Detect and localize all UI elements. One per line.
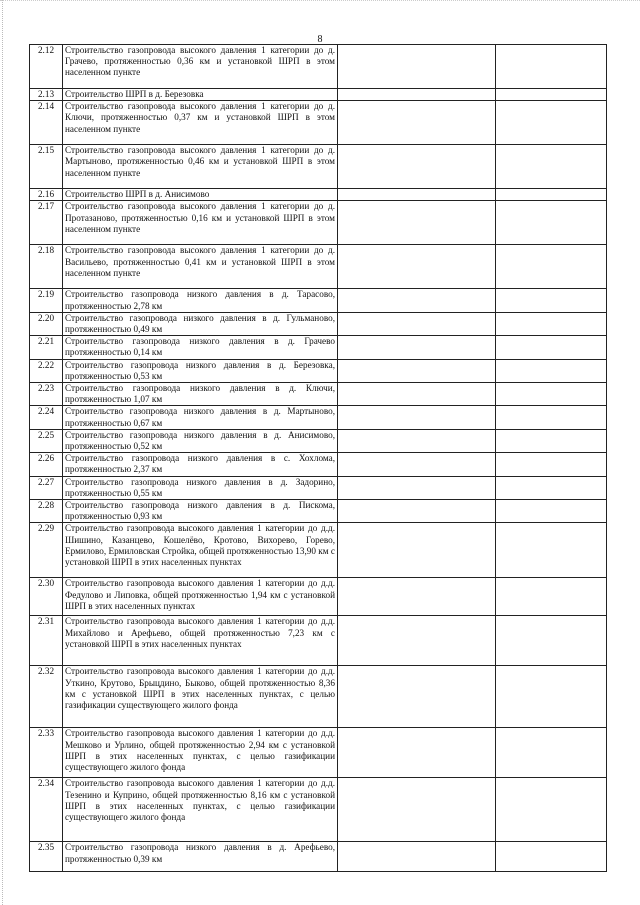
empty-cell: [338, 359, 496, 382]
empty-cell: [338, 201, 496, 245]
row-description: Строительство газопровода высокого давления 1 категории до д. Грачево, протяженностью 0,36 км и установкой ШРП в этом населенном пункте: [63, 45, 338, 89]
empty-cell: [338, 476, 496, 499]
empty-cell: [338, 45, 496, 89]
empty-cell: [338, 101, 496, 145]
row-description: Строительство газопровода низкого давления в д. Анисимово, протяженностью 0,52 км: [63, 429, 338, 452]
row-description: Строительство газопровода низкого давления в д. Арефьево, протяженностью 0,39 км: [63, 842, 338, 872]
row-description: Строительство газопровода высокого давления 1 категории до д.д. Федулово и Липовка, общей протяженностью 1,94 км с установкой ШРП в этих населенных пунктах: [63, 578, 338, 616]
empty-cell: [496, 616, 607, 666]
row-number: 2.17: [30, 201, 63, 245]
table-row: [30, 476, 607, 499]
empty-cell: [338, 336, 496, 359]
empty-cell: [338, 500, 496, 523]
row-description: Строительство газопровода низкого давления в д. Пискома, протяженностью 0,93 км: [63, 500, 338, 523]
table-row: [30, 201, 607, 245]
row-number: 2.21: [30, 336, 63, 359]
page-number: 8: [317, 34, 323, 45]
empty-cell: [338, 616, 496, 666]
empty-cell: [496, 383, 607, 406]
empty-cell: [496, 778, 607, 842]
row-description: Строительство газопровода высокого давления 1 категории до д.д. Уткино, Крутово, Брыцдино, Быково, общей протяженностью 8,36 км с установкой ШРП в этих населенных пунктах, с целью газификации существующего жилого фонда: [63, 666, 338, 728]
empty-cell: [496, 359, 607, 382]
row-description: Строительство газопровода низкого давления в д. Березовка, протяженностью 0,53 км: [63, 359, 338, 382]
table-row: [30, 289, 607, 312]
table-row: [30, 406, 607, 429]
scan-top-edge: [0, 0, 640, 2]
empty-cell: [496, 101, 607, 145]
empty-cell: [338, 666, 496, 728]
empty-cell: [496, 476, 607, 499]
empty-cell: [496, 201, 607, 245]
scan-left-edge: [2, 0, 4, 905]
row-description: Строительство газопровода высокого давления 1 категории до д.д. Шишино, Казанцево, Кошелёво, Кротово, Вихорево, Горево, Ермилово, Ермиловская Стройка, общей протяженностью 13,90 км с установкой ШРП в этих населенных пунктах: [63, 523, 338, 578]
row-description: Строительство газопровода высокого давления 1 категории до д.д. Михайлово и Арефьево, общей протяженностью 7,23 км с установкой ШРП в этих населенных пунктах: [63, 616, 338, 666]
empty-cell: [338, 842, 496, 872]
empty-cell: [496, 312, 607, 335]
row-number: 2.34: [30, 778, 63, 842]
row-description: Строительство газопровода низкого давления в д. Задорино, протяженностью 0,55 км: [63, 476, 338, 499]
row-number: 2.12: [30, 45, 63, 89]
empty-cell: [338, 89, 496, 101]
table-row: [30, 728, 607, 778]
row-number: 2.35: [30, 842, 63, 872]
row-number: 2.24: [30, 406, 63, 429]
row-number: 2.31: [30, 616, 63, 666]
empty-cell: [338, 289, 496, 312]
row-number: 2.20: [30, 312, 63, 335]
empty-cell: [496, 336, 607, 359]
table-row: [30, 616, 607, 666]
table-row: [30, 101, 607, 145]
row-number: 2.26: [30, 453, 63, 476]
empty-cell: [496, 453, 607, 476]
row-description: Строительство газопровода высокого давления 1 категории до д.д. Мешково и Урлино, общей протяженностью 2,94 км с установкой ШРП в этих населенных пунктах, с целью газификации существующего жилого фонда: [63, 728, 338, 778]
row-number: 2.29: [30, 523, 63, 578]
table-row: [30, 45, 607, 89]
table-row: [30, 500, 607, 523]
row-number: 2.15: [30, 145, 63, 189]
table-row: [30, 145, 607, 189]
table-row: [30, 842, 607, 872]
empty-cell: [338, 312, 496, 335]
empty-cell: [496, 89, 607, 101]
empty-cell: [338, 728, 496, 778]
row-number: 2.33: [30, 728, 63, 778]
table-row: [30, 245, 607, 289]
works-table: [29, 44, 607, 872]
row-number: 2.32: [30, 666, 63, 728]
table-body: [30, 45, 607, 872]
row-description: Строительство газопровода высокого давления 1 категории до д. Ключи, протяженностью 0,37 км и установкой ШРП в этом населенном пункте: [63, 101, 338, 145]
row-number: 2.27: [30, 476, 63, 499]
table-row: [30, 578, 607, 616]
empty-cell: [496, 728, 607, 778]
row-number: 2.28: [30, 500, 63, 523]
row-description: Строительство газопровода низкого давления в с. Хохлома, протяженностью 2,37 км: [63, 453, 338, 476]
row-description: Строительство газопровода низкого давления в д. Грачево протяженностью 0,14 км: [63, 336, 338, 359]
empty-cell: [496, 189, 607, 201]
table-row: [30, 336, 607, 359]
empty-cell: [338, 453, 496, 476]
empty-cell: [338, 778, 496, 842]
row-number: 2.19: [30, 289, 63, 312]
empty-cell: [496, 666, 607, 728]
row-number: 2.16: [30, 189, 63, 201]
empty-cell: [496, 45, 607, 89]
table-row: [30, 666, 607, 728]
empty-cell: [496, 500, 607, 523]
row-description: Строительство газопровода высокого давления 1 категории до д.д. Тезенино и Куприно, общей протяженностью 8,16 км с установкой ШРП в этих населенных пунктах, с целью газификации существующего жилого фонда: [63, 778, 338, 842]
row-description: Строительство газопровода низкого давления в д. Гульманово, протяженностью 0,49 км: [63, 312, 338, 335]
table-row: [30, 189, 607, 201]
row-description: Строительство газопровода высокого давления 1 категории до д. Протазаново, протяженностью 0,16 км и установкой ШРП в этом населенном пункте: [63, 201, 338, 245]
row-number: 2.30: [30, 578, 63, 616]
empty-cell: [338, 189, 496, 201]
row-number: 2.18: [30, 245, 63, 289]
empty-cell: [496, 245, 607, 289]
table-row: [30, 312, 607, 335]
row-description: Строительство газопровода низкого давления в д. Ключи, протяженностью 1,07 км: [63, 383, 338, 406]
empty-cell: [338, 406, 496, 429]
empty-cell: [496, 578, 607, 616]
empty-cell: [496, 429, 607, 452]
empty-cell: [338, 383, 496, 406]
empty-cell: [338, 578, 496, 616]
row-number: 2.14: [30, 101, 63, 145]
row-description: Строительство газопровода низкого давления в д. Мартыново, протяженностью 0,67 км: [63, 406, 338, 429]
row-number: 2.13: [30, 89, 63, 101]
empty-cell: [338, 145, 496, 189]
table-row: [30, 359, 607, 382]
row-description: Строительство газопровода низкого давления в д. Тарасово, протяженностью 2,78 км: [63, 289, 338, 312]
row-description: Строительство ШРП в д. Березовка: [63, 89, 338, 101]
empty-cell: [496, 406, 607, 429]
empty-cell: [496, 289, 607, 312]
empty-cell: [338, 245, 496, 289]
table-row: [30, 453, 607, 476]
table-row: [30, 429, 607, 452]
row-number: 2.25: [30, 429, 63, 452]
empty-cell: [338, 523, 496, 578]
row-description: Строительство газопровода высокого давления 1 категории до д. Мартыново, протяженностью 0,46 км и установкой ШРП в этом населенном пункте: [63, 145, 338, 189]
table-row: [30, 383, 607, 406]
table-row: [30, 778, 607, 842]
empty-cell: [496, 842, 607, 872]
empty-cell: [496, 523, 607, 578]
empty-cell: [496, 145, 607, 189]
row-number: 2.22: [30, 359, 63, 382]
row-description: Строительство ШРП в д. Анисимово: [63, 189, 338, 201]
row-number: 2.23: [30, 383, 63, 406]
table-row: [30, 523, 607, 578]
row-description: Строительство газопровода высокого давления 1 категории до д. Васильево, протяженностью 0,41 км и установкой ШРП в этом населенном пункте: [63, 245, 338, 289]
table-row: [30, 89, 607, 101]
empty-cell: [338, 429, 496, 452]
